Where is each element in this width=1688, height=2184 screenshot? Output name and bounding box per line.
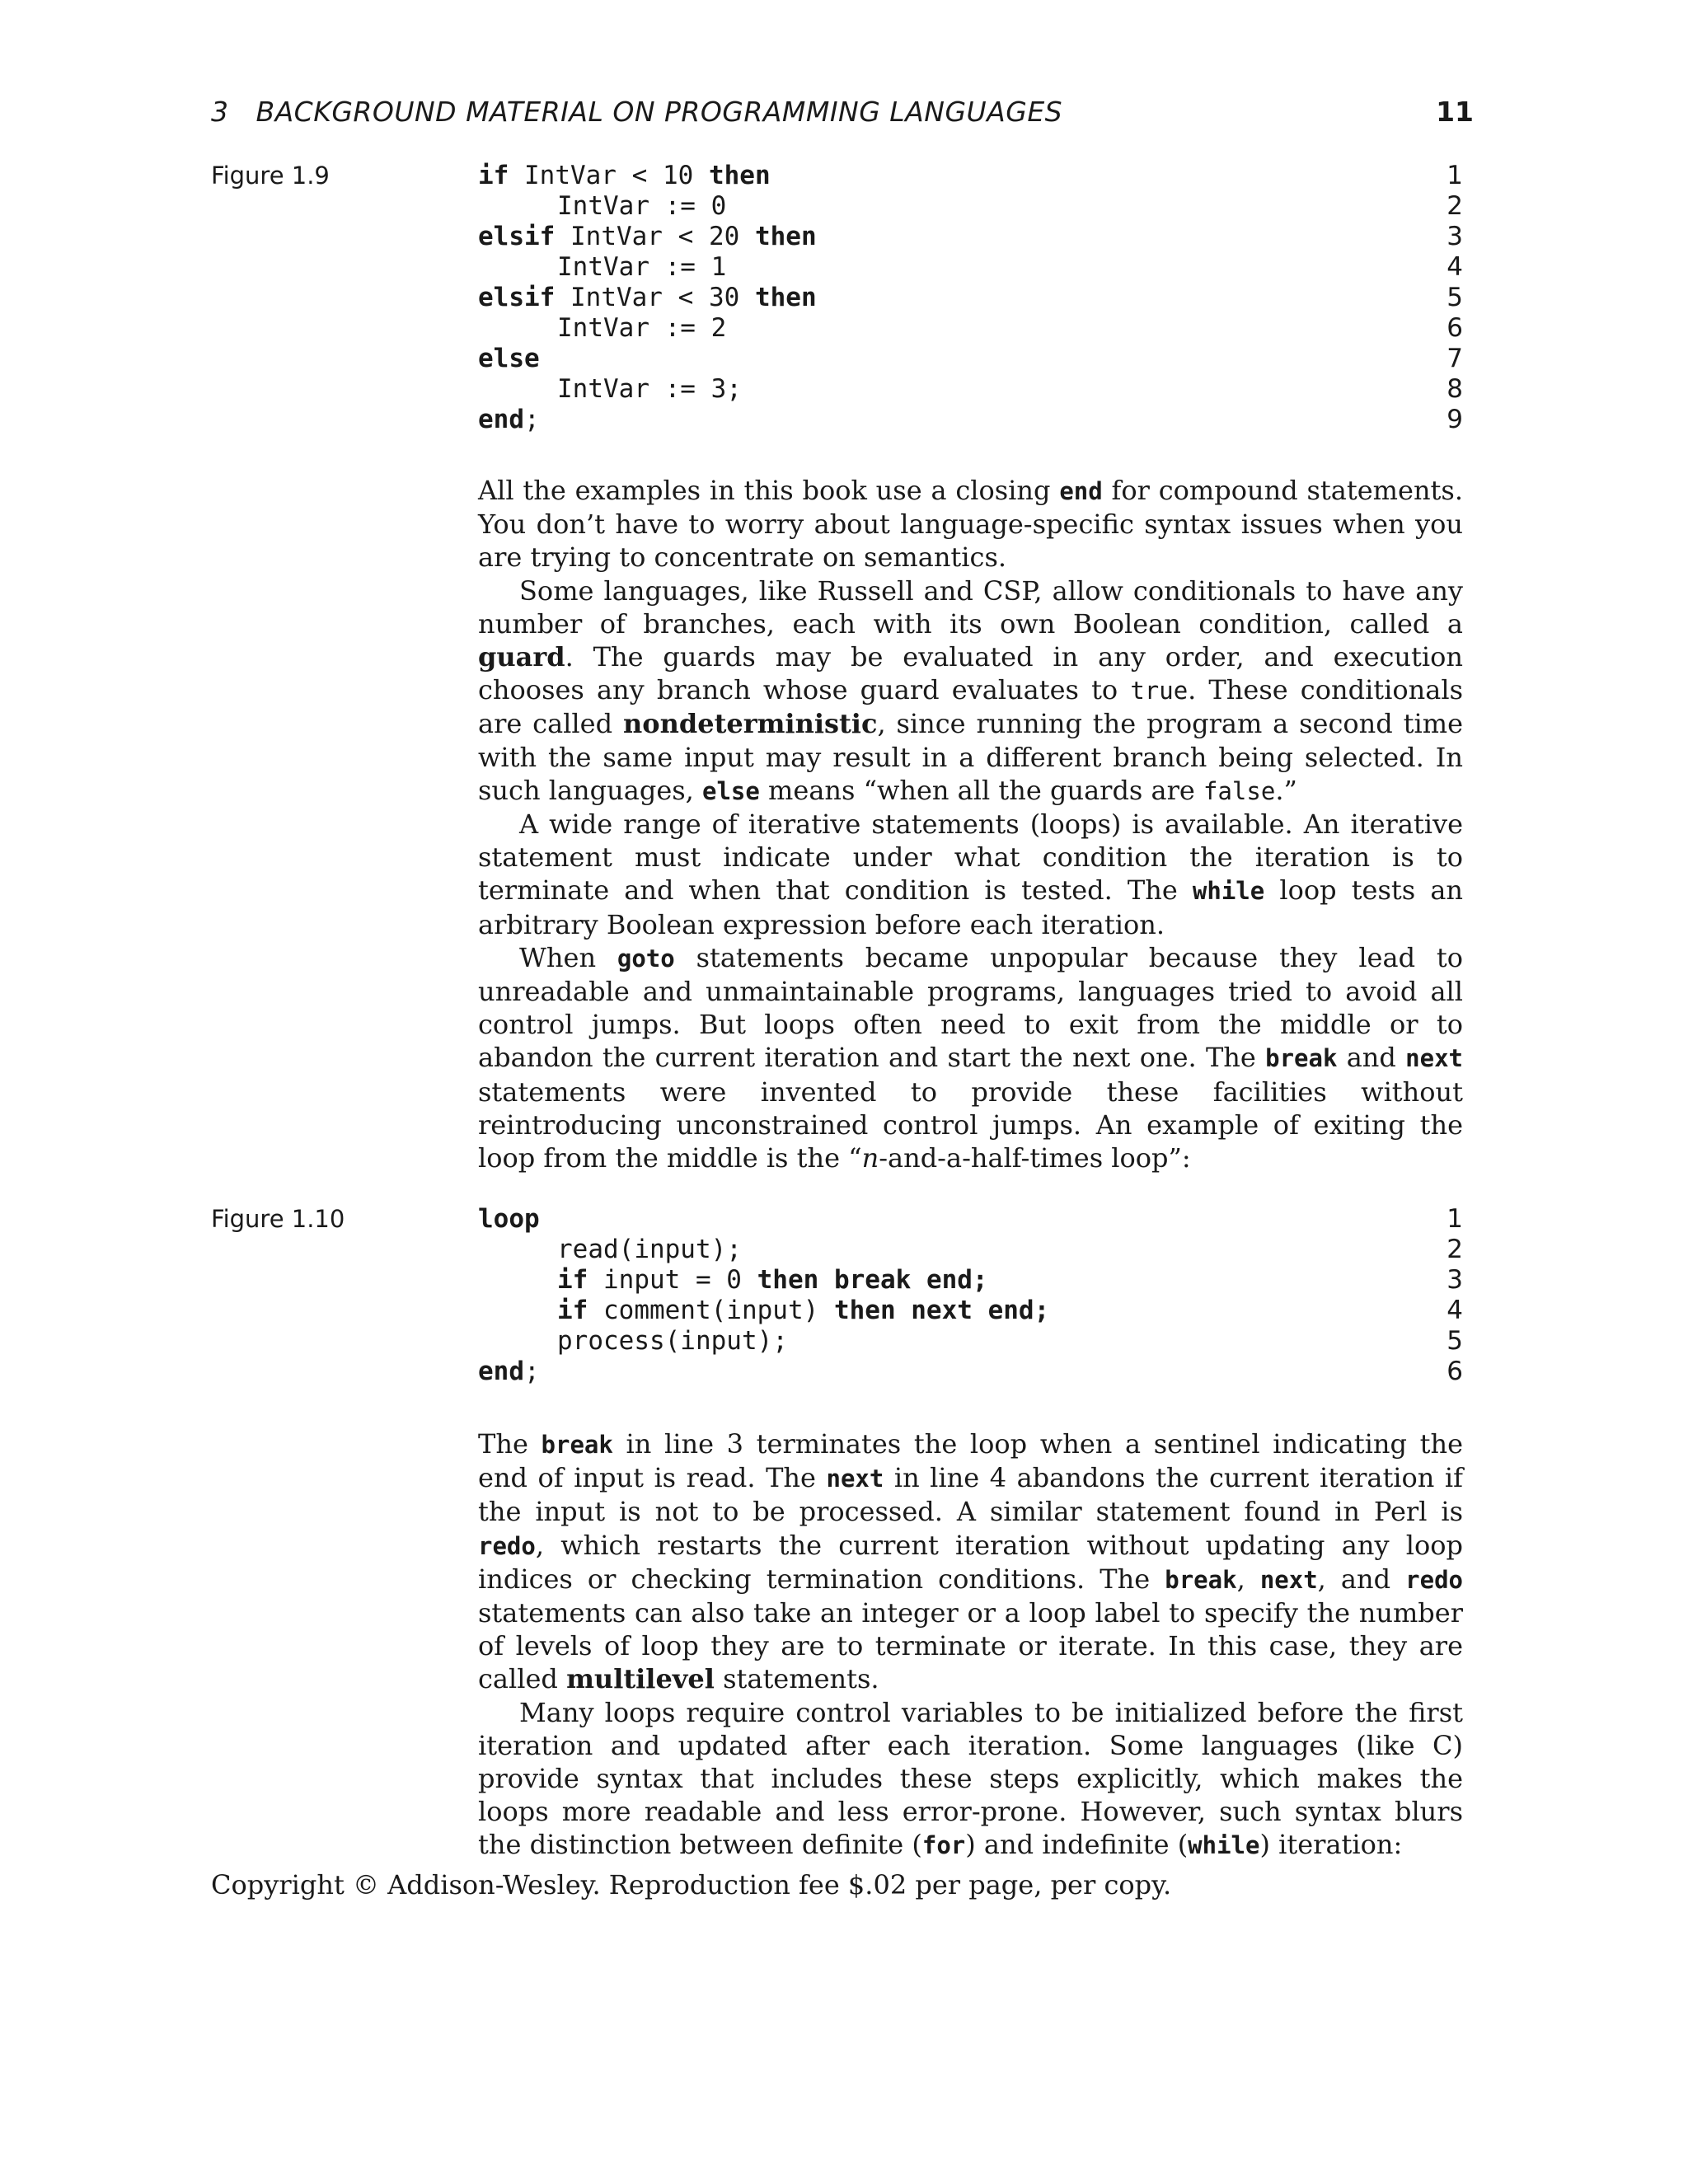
inline-code: for (921, 1831, 966, 1860)
line-number: 6 (1447, 313, 1463, 343)
code-line (478, 222, 1463, 252)
code-keyword: elsif (478, 222, 556, 251)
code-line (478, 283, 1463, 313)
figure-1-10-code-listing (478, 1204, 1463, 1387)
code-text (478, 313, 726, 344)
text-run: , and (1317, 1563, 1406, 1595)
line-number: 3 (1447, 222, 1463, 251)
text-run: .” (1275, 774, 1297, 806)
text-run: Some languages, like Russell and CSP, allow conditionals to have any number of branches, each with its own Boolean condition, called a (478, 574, 1463, 640)
code-line (478, 313, 1463, 344)
text-run: ) iteration: (1259, 1829, 1403, 1861)
chapter-section-title: 3 BACKGROUND MATERIAL ON PROGRAMMING LANGUAGES (211, 96, 1063, 128)
text-run: statements became unpopular because they lead to unreadable and unmaintainable programs, languages tried to avoid all control jumps. But loops often need to exit from the middle or to abandon the current iteration and start the next one. The (478, 941, 1464, 1074)
line-number: 6 (1447, 1357, 1463, 1386)
defined-term: nondeterministic (622, 708, 878, 740)
text-run: , since running the program a second time with the same input may result in a different branch being selected. In such languages, (478, 708, 1464, 806)
line-number: 4 (1447, 252, 1463, 282)
code-line (478, 374, 1463, 405)
paragraph (478, 474, 1463, 574)
copyright-footer: Copyright © Addison-Wesley. Reproduction fee $.02 per page, per copy. (211, 1869, 1172, 1900)
text-run: statements can also take an integer or a loop label to specify the number of levels of loop they are to terminate or iterate. In this case, they are called (478, 1597, 1463, 1695)
code-token: input = 0 (588, 1265, 757, 1295)
inline-code: while (1188, 1831, 1260, 1860)
text-run: and (1337, 1042, 1406, 1074)
text-run: statements. (714, 1663, 879, 1695)
body-text-section-2 (478, 1427, 1463, 1863)
line-number: 1 (1447, 1204, 1463, 1234)
paragraph (478, 808, 1463, 941)
code-token: IntVar := 3; (557, 374, 742, 404)
text-run: The (478, 1428, 542, 1460)
inline-code: break (541, 1431, 613, 1459)
code-text (478, 1235, 742, 1265)
code-keyword: if (478, 161, 509, 190)
text-run: means “when all the guards are (759, 774, 1203, 806)
text-run: statements were invented to provide these facilities without reintroducing unconstrained control jumps. An example of exiting the loop from the middle is the “ (478, 1076, 1463, 1174)
text-run: All the examples in this book use a closing (478, 475, 1060, 506)
text-run: for compound statements. You don’t have to worry about language-specific syntax issues when you are trying to concentrate on semantics. (478, 475, 1464, 574)
code-line (478, 252, 1463, 283)
code-line (478, 1326, 1463, 1357)
line-number: 2 (1447, 191, 1463, 221)
text-run: -and-a-half-times loop”: (879, 1142, 1191, 1174)
line-number: 2 (1447, 1235, 1463, 1264)
code-keyword: then (754, 222, 817, 251)
code-keyword: then next end; (833, 1296, 1050, 1325)
code-text (478, 344, 540, 374)
text-run: , which restarts the current iteration without updating any loop indices or checking termination conditions. The (478, 1529, 1463, 1595)
code-line (478, 344, 1463, 374)
code-text (478, 283, 817, 313)
line-number: 5 (1447, 1326, 1463, 1356)
paragraph (478, 1696, 1463, 1863)
code-token: IntVar := 0 (557, 191, 727, 221)
code-keyword: then break end; (757, 1265, 988, 1295)
code-text (478, 222, 817, 252)
figure-1-10-label: Figure 1.10 (211, 1205, 345, 1233)
code-keyword: if (557, 1265, 588, 1295)
defined-term: multilevel (566, 1663, 715, 1695)
body-text-section-1 (478, 474, 1463, 1174)
line-number: 9 (1447, 405, 1463, 434)
code-keyword: elsif (478, 283, 556, 312)
code-token: read(input); (557, 1235, 742, 1264)
line-number: 8 (1447, 374, 1463, 404)
code-text (478, 191, 726, 222)
code-keyword: end (478, 405, 524, 434)
text-run: . The guards may be evaluated in any order, and execution chooses any branch whose guard evaluates to (478, 641, 1463, 706)
code-line (478, 1265, 1463, 1296)
line-number: 5 (1447, 283, 1463, 312)
text-run: , (1236, 1563, 1260, 1595)
inline-code: false (1203, 776, 1276, 805)
code-line (478, 405, 1463, 435)
text-run: n (861, 1142, 879, 1174)
page-number: 11 (1436, 96, 1474, 128)
line-number: 7 (1447, 344, 1463, 373)
code-text (478, 374, 742, 405)
inline-code: break (1265, 1044, 1338, 1073)
code-token: IntVar < 20 (555, 222, 755, 251)
inline-code: redo (1405, 1565, 1464, 1594)
inline-code: next (1259, 1565, 1318, 1594)
paragraph (478, 1427, 1463, 1696)
code-keyword: else (478, 344, 540, 373)
code-keyword: end (478, 1357, 524, 1386)
inline-code: goto (617, 944, 675, 972)
line-number: 3 (1447, 1265, 1463, 1295)
line-number: 1 (1447, 161, 1463, 190)
code-text (478, 405, 540, 435)
code-keyword: loop (478, 1204, 540, 1234)
inline-code: next (826, 1465, 884, 1493)
code-text (478, 1326, 788, 1357)
text-run: in line 3 terminates the loop when a sentinel indicating the end of input is read. The (478, 1428, 1464, 1494)
text-run: in line 4 abandons the current iteration if the input is not to be processed. A similar statement found in Perl is (478, 1462, 1464, 1528)
inline-code: next (1405, 1044, 1464, 1073)
code-token: IntVar < 10 (509, 161, 709, 190)
code-line (478, 1296, 1463, 1326)
code-keyword: if (557, 1296, 588, 1325)
figure-1-9-label: Figure 1.9 (211, 162, 330, 190)
inline-code: end (1059, 477, 1103, 505)
text-run: . These conditionals are called (478, 674, 1464, 740)
running-head (211, 92, 1474, 132)
code-keyword: then (754, 283, 817, 312)
code-token: ; (524, 405, 540, 434)
inline-code: else (702, 776, 760, 805)
paragraph (478, 941, 1463, 1174)
code-text (478, 1265, 988, 1296)
code-line (478, 191, 1463, 222)
code-token: comment(input) (588, 1296, 834, 1325)
code-token: IntVar < 30 (555, 283, 755, 312)
code-token: process(input); (557, 1326, 788, 1356)
code-token: ; (524, 1357, 540, 1386)
code-token: IntVar := 1 (557, 252, 727, 282)
code-text (478, 252, 726, 283)
line-number: 4 (1447, 1296, 1463, 1325)
code-line (478, 1204, 1463, 1235)
inline-code: break (1165, 1565, 1237, 1594)
code-text (478, 1204, 540, 1235)
text-run: ) and indefinite ( (965, 1829, 1189, 1861)
paragraph (478, 574, 1463, 808)
text-run: loop tests an arbitrary Boolean expression before each iteration. (478, 874, 1464, 940)
code-text (478, 1296, 1049, 1326)
code-keyword: then (708, 161, 771, 190)
figure-1-9-code-listing (478, 161, 1463, 435)
code-line (478, 1235, 1463, 1265)
inline-code: true (1130, 677, 1189, 705)
inline-code: while (1192, 877, 1265, 906)
text-run: When (519, 941, 617, 973)
code-text (478, 1357, 540, 1387)
text-run: A wide range of iterative statements (loops) is available. An iterative statement must indicate under what condition the iteration is to terminate and when that condition is tested. The (478, 808, 1463, 907)
code-text (478, 161, 771, 191)
code-token: IntVar := 2 (557, 313, 727, 343)
code-line (478, 161, 1463, 191)
text-run: Many loops require control variables to be initialized before the first iteration and updated after each iteration. Some languages (like C) provide syntax that includes these steps explicitly, which makes the loops more readable and less error-prone. However, such syntax blurs the distinction between definite ( (478, 1696, 1463, 1861)
defined-term: guard (478, 641, 565, 673)
inline-code: redo (478, 1531, 536, 1560)
code-line (478, 1357, 1463, 1387)
